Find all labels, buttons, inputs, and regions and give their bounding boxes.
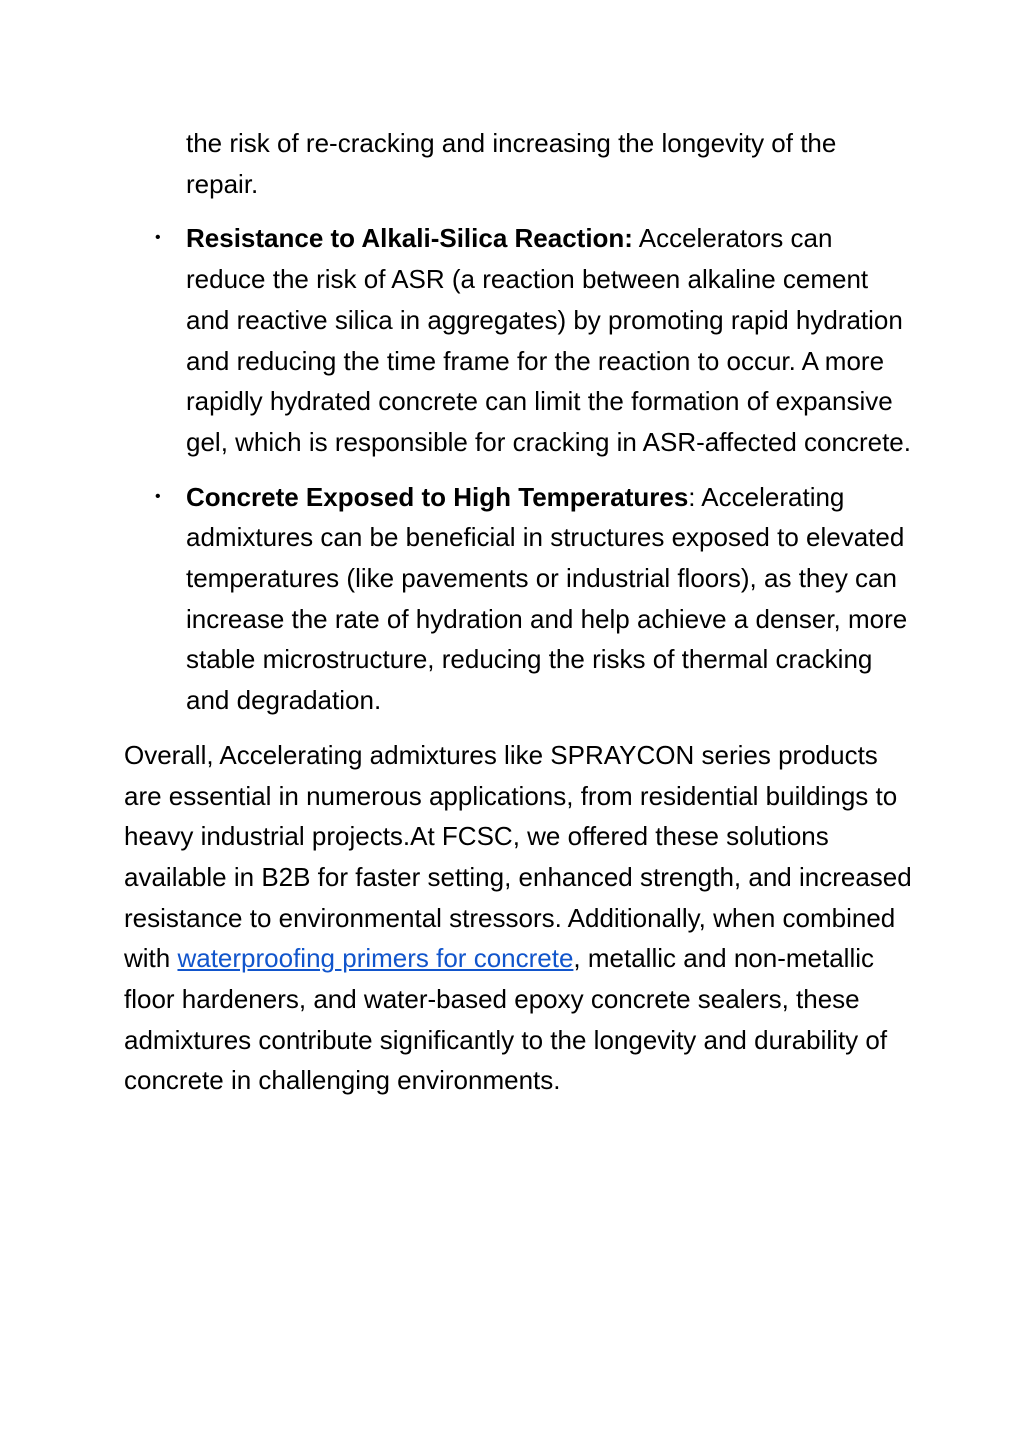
bullet-heading: Concrete Exposed to High Temperatures bbox=[186, 481, 689, 512]
waterproofing-primers-link[interactable]: waterproofing primers for concrete bbox=[177, 943, 574, 974]
bullet-marker: • bbox=[155, 229, 161, 247]
bullet-text: : Accelerating admixtures can be beneficial in structures exposed to elevated temperatures (like pavements or industrial floors), as they can increase the rate of hydration and help achieve a denser, more stable microstructure, reducing the risks of thermal cracking and degradation. bbox=[186, 481, 908, 716]
bullet-list bbox=[124, 218, 914, 720]
bullet-item-high-temperatures bbox=[155, 477, 914, 721]
bullet-heading: Resistance to Alkali-Silica Reaction: bbox=[186, 223, 633, 254]
bullet-item-asr-resistance bbox=[155, 218, 914, 462]
summary-paragraph bbox=[124, 735, 914, 1101]
summary-text-before-link: Overall, Accelerating admixtures like SPRAYCON series products are essential in numerous applications, from residential buildings to heavy industrial projects.At FCSC, we offered these solutions available in B2B for faster setting, enhanced strength, and increased resistance to environmental stressors. Additionally, when combined with bbox=[124, 739, 912, 974]
summary-text-after-link: , metallic and non-metallic floor hardeners, and water-based epoxy concrete sealers, these admixtures contribute significantly to the longevity and durability of concrete in challenging environments. bbox=[124, 943, 888, 1096]
document-content bbox=[124, 123, 914, 1101]
bullet-text: Accelerators can reduce the risk of ASR (a reaction between alkaline cement and reactive silica in aggregates) by promoting rapid hydration and reducing the time frame for the reaction to occur. A more rapidly hydrated concrete can limit the formation of expansive gel, which is responsible for cracking in ASR-affected concrete. bbox=[186, 223, 911, 457]
bullet-marker: • bbox=[155, 487, 161, 505]
continued-paragraph: the risk of re-cracking and increasing the longevity of the repair. bbox=[186, 128, 837, 199]
